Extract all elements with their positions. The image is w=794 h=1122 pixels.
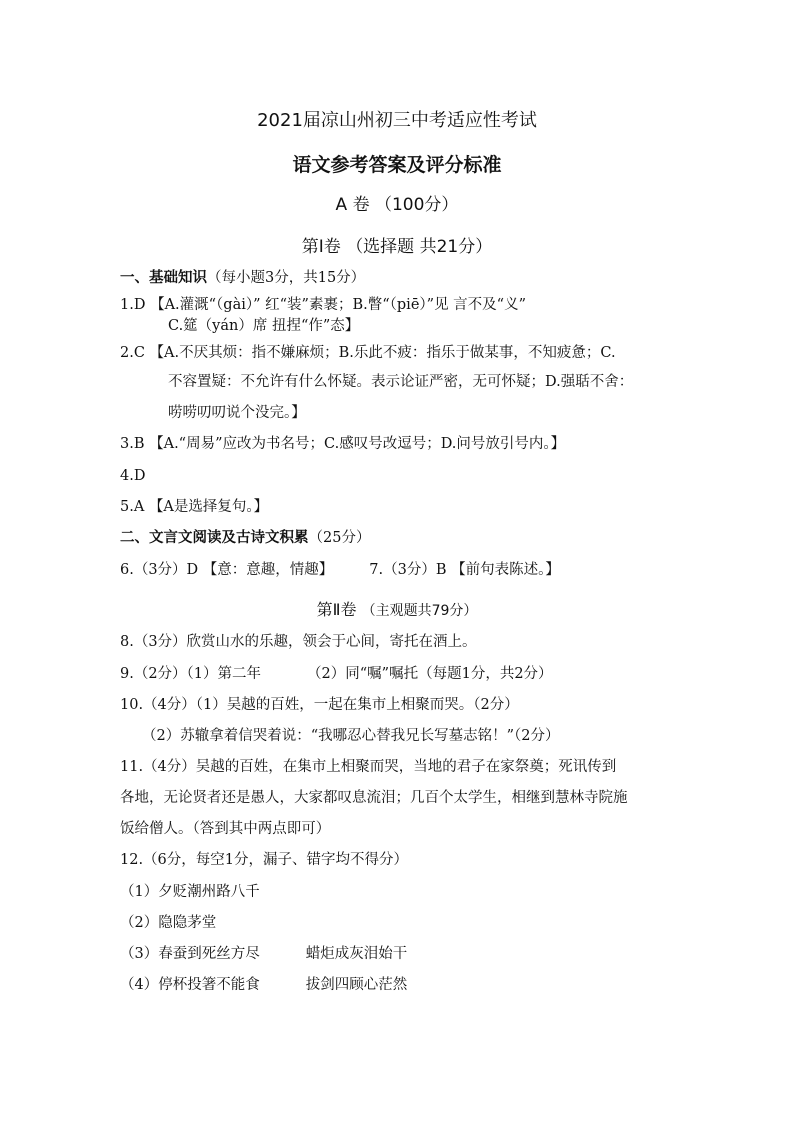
q3-line: 3.B 【A.“周易”应改为书名号；C.感叹号改逗号；D.问号放引号内。】 [120, 436, 566, 452]
section2-heading-text: 二、文言文阅读及古诗文积累 [120, 530, 309, 546]
q7-answer: 7.（3分）B 【前句表陈述。】 [369, 562, 560, 578]
part1-title [0, 232, 794, 257]
q9-line [120, 664, 553, 684]
q10-line2: （2）苏辙拿着信哭着说：“我哪忍心替我兄长写墓志铭！”（2分） [142, 728, 560, 744]
q1-line2: C.筵（yán）席 扭捏“作”态】 [168, 318, 360, 334]
exam-title: 2021届凉山州初三中考适应性考试 [257, 110, 537, 131]
section2-note: （25分） [308, 530, 371, 546]
q12-heading: 12.（6分，每空1分，漏子、错字均不得分） [120, 852, 409, 868]
part2-note: （主观题共79分） [361, 603, 478, 619]
q11-line3: 饭给僧人。（答到其中两点即可） [120, 821, 331, 837]
q1-line1: 1.D 【A.灌溉“（gài）” 红“装”素裹；B.瞥“（piē）”见 言不及“义” [120, 297, 526, 313]
q8-line: 8.（3分）欣赏山水的乐趣，领会于心间，寄托在酒上。 [120, 634, 477, 650]
section1-heading-text: 一、基础知识 [120, 270, 207, 286]
q12-answer-4a: （4）停杯投箸不能食 [120, 977, 260, 993]
q6-answer: 6.（3分）D 【意：意趣，情趣】 [120, 562, 334, 578]
paper-label: A 卷 （100分） [335, 195, 459, 215]
section2-heading [120, 528, 370, 548]
q2-line1: 2.C 【A.不厌其烦：指不嫌麻烦；B.乐此不疲：指乐于做某事，不知疲惫；C. [120, 345, 616, 361]
q12-answer-3b: 蜡炬成灰泪始干 [305, 946, 408, 962]
q12-answer-3 [120, 944, 407, 964]
q12-answer-1: （1）夕贬潮州路八千 [120, 884, 260, 900]
q11-line1: 11.（4分）吴越的百姓，在集市上相聚而哭，当地的君子在家祭奠；死讯传到 [120, 759, 617, 775]
q9-answer-1: 9.（2分）（1）第二年 [120, 666, 262, 682]
q10-line1: 10.（4分）（1）吴越的百姓，一起在集市上相聚而哭。（2分） [120, 697, 519, 713]
q12-answer-4 [120, 975, 407, 995]
q12-answer-4b: 拔剑四顾心茫然 [305, 977, 408, 993]
section1-heading [120, 268, 365, 288]
q5-line: 5.A 【A是选择复句。】 [120, 499, 269, 515]
q11-line2: 各地，无论贤者还是愚人，大家都叹息流泪；几百个太学生，相继到慧林寺院施 [120, 790, 628, 806]
q4-line: 4.D [120, 468, 146, 484]
q6-q7-line [120, 560, 560, 580]
q2-line2: 不容置疑：不允许有什么怀疑。表示论证严密，无可怀疑；D.强聒不舍： [168, 374, 634, 390]
part2-title [0, 597, 794, 620]
q2-line3: 唠唠叨叨说个没完。】 [168, 405, 306, 421]
section1-note: （每小题3分，共15分） [207, 270, 366, 286]
part2-title-text: 第Ⅱ卷 [316, 600, 357, 619]
document-subtitle: 语文参考答案及评分标准 [292, 154, 502, 176]
q9-answer-2: （2）同“嘱”嘱托（每题1分，共2分） [307, 666, 553, 682]
q12-answer-3a: （3）春蚕到死丝方尽 [120, 946, 260, 962]
part1-note: （选择题 共21分） [346, 237, 493, 257]
q12-answer-2: （2）隐隐茅堂 [120, 915, 217, 931]
part1-title-text: 第Ⅰ卷 [301, 237, 341, 257]
